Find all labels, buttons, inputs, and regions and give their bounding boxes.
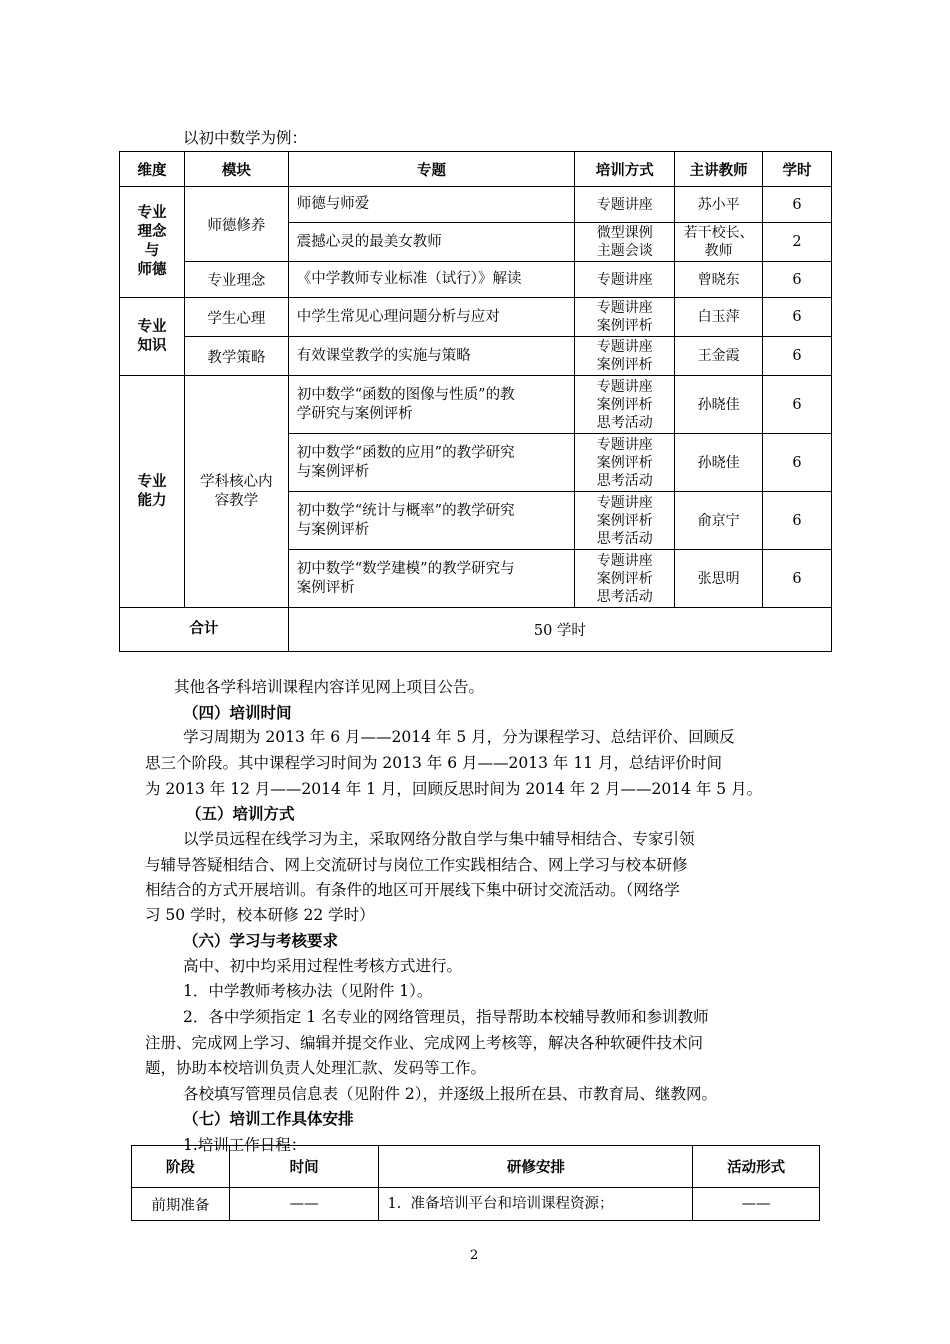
teacher-cell: 俞京宁 <box>675 492 763 550</box>
intro-text: 以初中数学为例： <box>183 129 308 147</box>
method-cell: 专题讲座 案例评析 思考活动 <box>575 434 675 492</box>
teacher-cell: 张思明 <box>675 550 763 608</box>
topic-cell: 有效课堂教学的实施与策略 <box>288 337 575 376</box>
method-cell: 专题讲座 案例评析 思考活动 <box>575 550 675 608</box>
topic-cell: 初中数学“数学建模”的教学研究与 案例评析 <box>288 550 575 608</box>
module-cell: 教学策略 <box>184 337 288 376</box>
stage-cell: 前期准备 <box>132 1188 230 1221</box>
section-4-line: 思三个阶段。其中课程学习时间为 2013 年 6 月——2013 年 11 月，总结评价时间 <box>145 754 722 772</box>
hours-cell: 6 <box>763 187 832 223</box>
method-cell: 专题讲座 <box>575 262 675 298</box>
table-total-row <box>120 608 832 652</box>
hours-cell: 6 <box>763 492 832 550</box>
section-4-title: （四）培训时间 <box>183 704 292 722</box>
hours-cell: 6 <box>763 550 832 608</box>
table-row <box>120 298 832 337</box>
section-5-line: 习 50 学时，校本研修 22 学时） <box>145 906 375 924</box>
table-row <box>120 187 832 223</box>
section-6-title: （六）学习与考核要求 <box>183 932 339 950</box>
section-7-title: （七）培训工作具体安排 <box>183 1110 354 1128</box>
dimension-cell: 专业 能力 <box>120 376 185 608</box>
section-5-line: 与辅导答疑相结合、网上交流研讨与岗位工作实践相结合、网上学习与校本研修 <box>145 856 688 874</box>
section-6-line: 2．各中学须指定 1 名专业的网络管理员，指导帮助本校辅导教师和参训教师 <box>183 1008 709 1026</box>
col-header: 时间 <box>229 1146 379 1188</box>
topic-cell: 初中数学“函数的图像与性质”的教 学研究与案例评析 <box>288 376 575 434</box>
teacher-cell: 白玉萍 <box>675 298 763 337</box>
hours-cell: 6 <box>763 376 832 434</box>
teacher-cell: 孙晓佳 <box>675 434 763 492</box>
method-cell: 微型课例 主题会谈 <box>575 223 675 262</box>
method-cell: 专题讲座 案例评析 <box>575 337 675 376</box>
teacher-cell: 孙晓佳 <box>675 376 763 434</box>
col-header: 培训方式 <box>575 152 675 187</box>
method-cell: 专题讲座 案例评析 <box>575 298 675 337</box>
page-number: 2 <box>470 1248 479 1263</box>
module-cell: 学科核心内 容教学 <box>184 376 288 608</box>
topic-cell: 初中数学“函数的应用”的教学研究 与案例评析 <box>288 434 575 492</box>
method-cell: 专题讲座 案例评析 思考活动 <box>575 376 675 434</box>
other-subjects-text: 其他各学科培训课程内容详见网上项目公告。 <box>174 678 485 696</box>
col-header: 研修安排 <box>379 1146 693 1188</box>
table-row <box>120 337 832 376</box>
hours-cell: 6 <box>763 434 832 492</box>
col-header: 维度 <box>120 152 185 187</box>
section-4-line: 为 2013 年 12 月——2014 年 1 月，回顾反思时间为 2014 年 2 月——2014 年 5 月。 <box>145 780 763 798</box>
total-label: 合计 <box>120 608 289 652</box>
teacher-cell: 曾晓东 <box>675 262 763 298</box>
hours-cell: 6 <box>763 262 832 298</box>
plan-cell: 1. 准备培训平台和培训课程资源； <box>379 1188 693 1221</box>
teacher-cell: 若干校长、 教师 <box>675 223 763 262</box>
form-cell: —— <box>693 1188 820 1221</box>
col-header: 阶段 <box>132 1146 230 1188</box>
col-header: 活动形式 <box>693 1146 820 1188</box>
topic-cell: 震撼心灵的最美女教师 <box>288 223 575 262</box>
time-cell: —— <box>229 1188 379 1221</box>
col-header: 专题 <box>288 152 575 187</box>
method-cell: 专题讲座 案例评析 思考活动 <box>575 492 675 550</box>
col-header: 学时 <box>763 152 832 187</box>
hours-cell: 2 <box>763 223 832 262</box>
total-value: 50 学时 <box>288 608 831 652</box>
module-cell: 学生心理 <box>184 298 288 337</box>
section-6-line: 注册、完成网上学习、编辑并提交作业、完成网上考核等，解决各种软硬件技术问 <box>145 1034 704 1052</box>
hours-cell: 6 <box>763 337 832 376</box>
section-7-subtitle: 1.培训工作日程： <box>183 1136 307 1154</box>
section-6-line: 题，协助本校培训负责人处理汇款、发码等工作。 <box>145 1059 487 1077</box>
module-cell: 专业理念 <box>184 262 288 298</box>
section-5-line: 相结合的方式开展培训。有条件的地区可开展线下集中研讨交流活动。（网络学 <box>145 881 680 899</box>
table-row <box>120 262 832 298</box>
col-header: 模块 <box>184 152 288 187</box>
section-6-line: 高中、初中均采用过程性考核方式进行。 <box>183 957 463 975</box>
section-4-line: 学习周期为 2013 年 6 月——2014 年 5 月，分为课程学习、总结评价、回顾反 <box>183 728 735 746</box>
table-header-row <box>120 152 832 187</box>
teacher-cell: 王金霞 <box>675 337 763 376</box>
module-cell: 师德修养 <box>184 187 288 262</box>
teacher-cell: 苏小平 <box>675 187 763 223</box>
section-5-line: 以学员远程在线学习为主，采取网络分散自学与集中辅导相结合、专家引领 <box>183 830 695 848</box>
topic-cell: 中学生常见心理问题分析与应对 <box>288 298 575 337</box>
dimension-cell: 专业 知识 <box>120 298 185 376</box>
table-row <box>120 376 832 434</box>
topic-cell: 初中数学“统计与概率”的教学研究 与案例评析 <box>288 492 575 550</box>
col-header: 主讲教师 <box>675 152 763 187</box>
section-5-title: （五）培训方式 <box>186 805 295 823</box>
topic-cell: 《中学教师专业标准（试行）》解读 <box>288 262 575 298</box>
section-6-line: 各校填写管理员信息表（见附件 2），并逐级上报所在县、市教育局、继教网。 <box>183 1085 718 1103</box>
course-table <box>119 151 832 652</box>
hours-cell: 6 <box>763 298 832 337</box>
method-cell: 专题讲座 <box>575 187 675 223</box>
table-row <box>132 1188 820 1221</box>
topic-cell: 师德与师爱 <box>288 187 575 223</box>
schedule-table <box>131 1145 820 1221</box>
section-6-line: 1．中学教师考核办法（见附件 1）。 <box>183 982 433 1000</box>
dimension-cell: 专业 理念 与 师德 <box>120 187 185 298</box>
table-header-row <box>132 1146 820 1188</box>
